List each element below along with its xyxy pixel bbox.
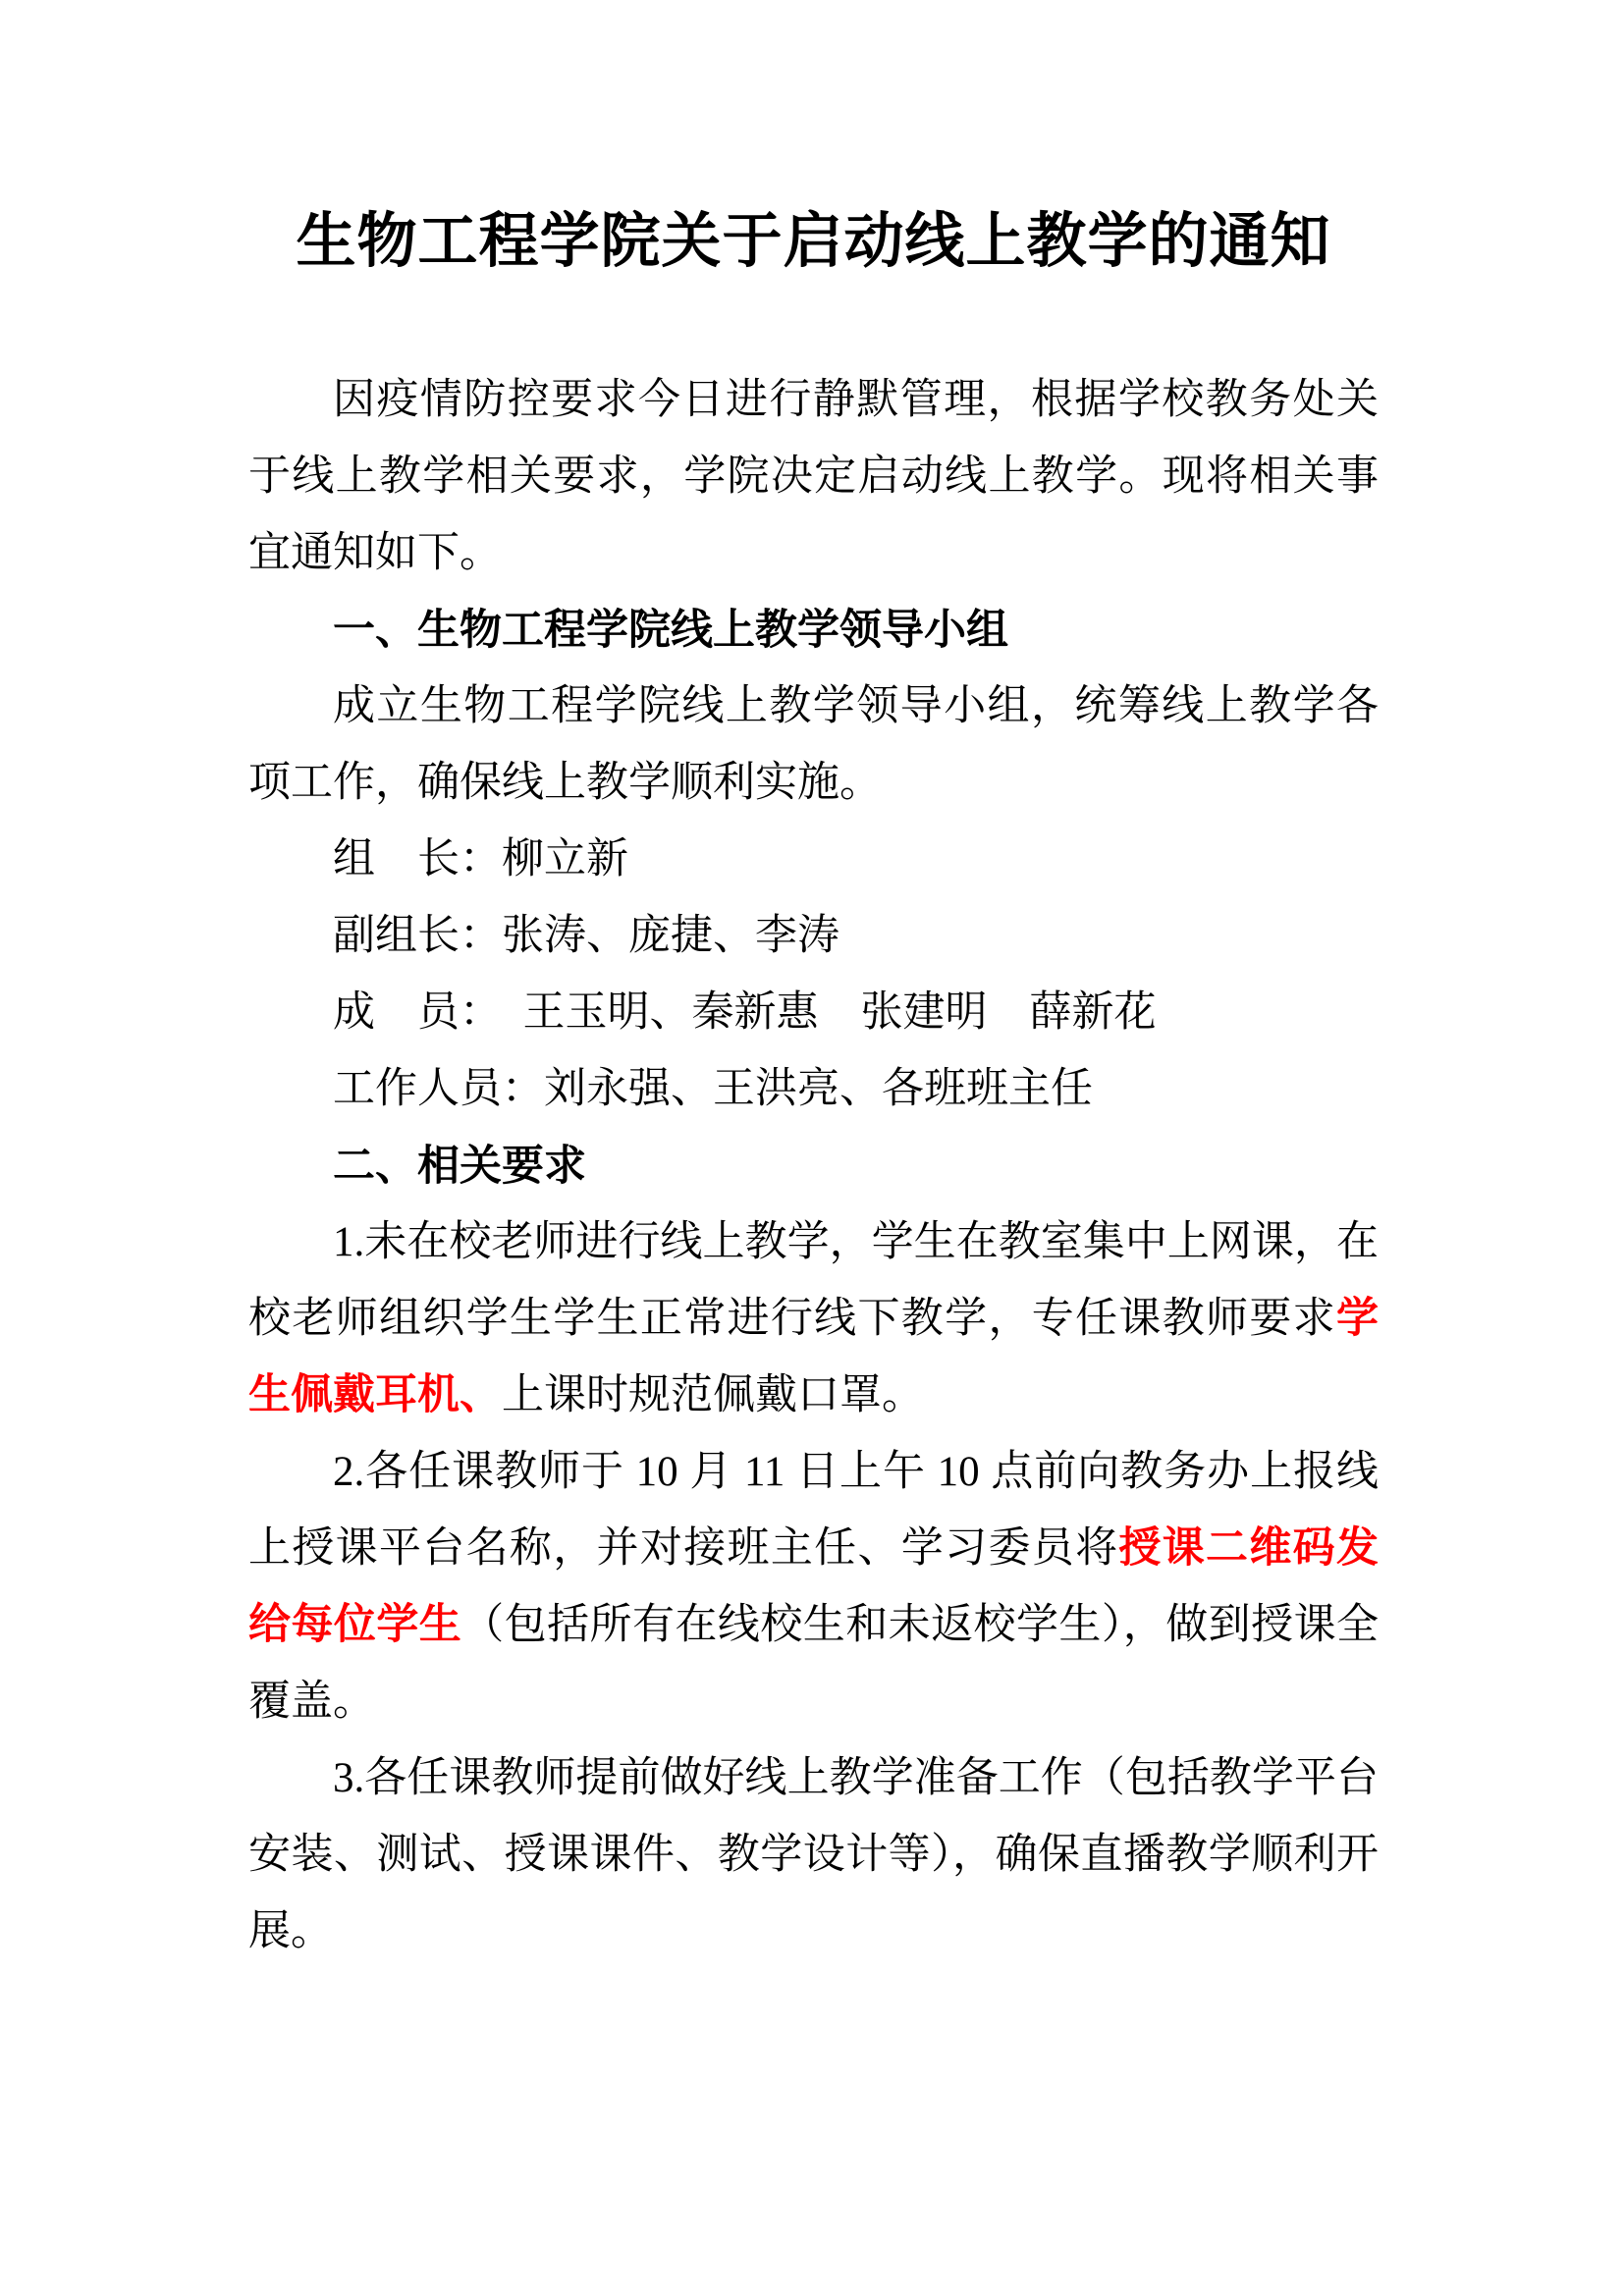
document-title: 生物工程学院关于启动线上教学的通知 bbox=[296, 209, 1331, 275]
text-run: 2.各任课教师于 10 月 11 日上午 10 点前向教务办上报线上授课平台名称，并对接班主任、学习委员将 bbox=[248, 1448, 1379, 1572]
emphasis-text: 学生佩戴耳机、 bbox=[248, 1295, 1379, 1418]
paragraph bbox=[248, 975, 1379, 1051]
paragraph bbox=[248, 898, 1379, 975]
text-run: 成 员： 王玉明、秦新惠 张建明 薛新花 bbox=[333, 988, 1157, 1036]
paragraph bbox=[248, 1051, 1379, 1128]
section-heading bbox=[248, 592, 1379, 668]
document-body bbox=[248, 362, 1379, 1970]
paragraph bbox=[248, 1434, 1379, 1740]
paragraph bbox=[248, 1204, 1379, 1434]
text-run: （包括所有在线校生和未返校学生），做到授课全覆盖。 bbox=[248, 1601, 1380, 1725]
text-run: 工作人员：刘永强、王洪亮、各班班主任 bbox=[333, 1065, 1093, 1112]
text-run: 二、相关要求 bbox=[333, 1142, 586, 1190]
text-run: 3.各任课教师提前做好线上教学准备工作（包括教学平台安装、测试、授课课件、教学设计等），确保直播教学顺利开展。 bbox=[248, 1754, 1379, 1954]
paragraph bbox=[248, 1740, 1379, 1970]
paragraph bbox=[248, 668, 1379, 822]
text-run: 副组长：张涛、庞捷、李涛 bbox=[333, 912, 839, 959]
text-run: 1.未在校老师进行线上教学，学生在教室集中上网课，在校老师组织学生学生正常进行线下教学，专任课教师要求 bbox=[248, 1218, 1379, 1342]
section-heading bbox=[248, 1128, 1379, 1204]
emphasis-text: 授课二维码发给每位学生 bbox=[248, 1524, 1380, 1648]
paragraph bbox=[248, 362, 1379, 592]
text-run: 上课时规范佩戴口罩。 bbox=[502, 1371, 924, 1418]
text-run: 一、生物工程学院线上教学领导小组 bbox=[333, 606, 1008, 654]
paragraph bbox=[248, 822, 1379, 898]
text-run: 成立生物工程学院线上教学领导小组，统筹线上教学各项工作，确保线上教学顺利实施。 bbox=[248, 682, 1379, 806]
text-run: 因疫情防控要求今日进行静默管理，根据学校教务处关于线上教学相关要求，学院决定启动线上教学。现将相关事宜通知如下。 bbox=[248, 376, 1379, 576]
text-run: 组 长：柳立新 bbox=[333, 835, 628, 882]
